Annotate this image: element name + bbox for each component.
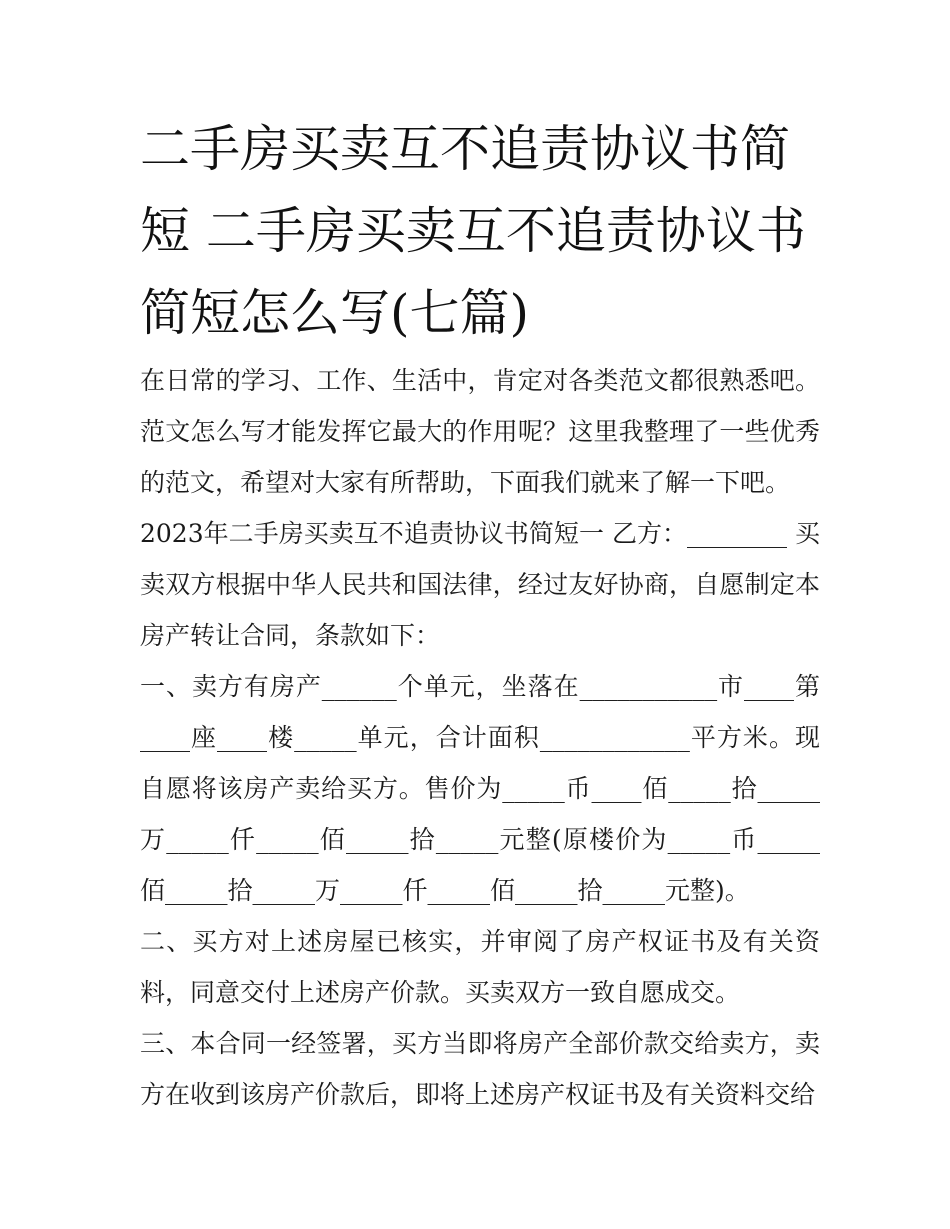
clause-three-paragraph: 三、本合同一经签署，买方当即将房产全部价款交给卖方，卖方在收到该房产价款后，即将上述房产权证书及有关资料交给 [140, 1029, 820, 1109]
document-title: 二手房买卖互不追责协议书简短 二手房买卖互不追责协议书简短怎么写(七篇) [140, 120, 806, 342]
clause-two-paragraph: 二、买方对上述房屋已核实，并审阅了房产权证书及有关资料，同意交付上述房产价款。买卖双方一致自愿成交。 [140, 927, 820, 1007]
clause-one-paragraph: 一、卖方有房产______个单元，坐落在___________市____第____座____楼_____单元，合计面积____________平方米。现自愿将该房产卖给买方。售价为_____币____佰_____拾_____万_____仟_____佰_____拾_____元整(原楼价为_____币_____佰_____拾_____万_____仟_____佰_____拾_____元整)。 [140, 672, 820, 905]
intro-paragraph: 在日常的学习、工作、生活中，肯定对各类范文都很熟悉吧。范文怎么写才能发挥它最大的作用呢？这里我整理了一些优秀的范文，希望对大家有所帮助，下面我们就来了解一下吧。 [140, 366, 820, 497]
contract-preamble-paragraph: 2023年二手房买卖互不追责协议书简短一 乙方：________ 买卖双方根据中华人民共和国法律，经过友好协商，自愿制定本房产转让合同，条款如下： [140, 519, 820, 650]
document-body [140, 355, 820, 1120]
